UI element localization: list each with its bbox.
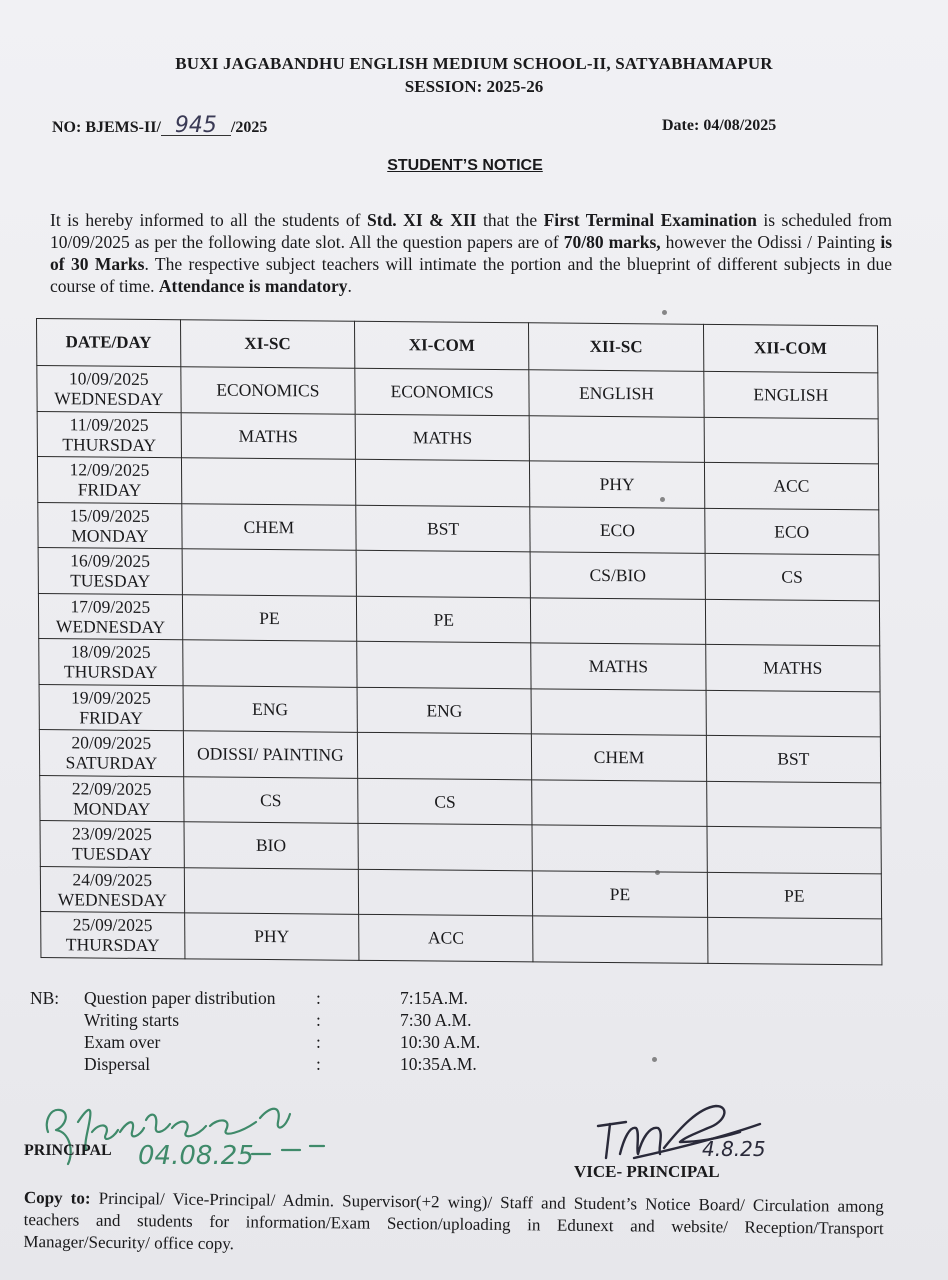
intro-text: It is hereby informed to all the students of <box>50 210 368 230</box>
nb-label: NB: <box>30 988 60 1008</box>
timing-row <box>84 1032 544 1054</box>
cell-date-day <box>41 912 185 959</box>
header-date-day: DATE/DAY <box>37 319 181 367</box>
principal-label: PRINCIPAL <box>24 1142 112 1159</box>
intro-bold: Attendance is mandatory <box>158 276 348 296</box>
ref-suffix: /2025 <box>230 119 268 136</box>
intro-text: that the <box>476 210 544 230</box>
exam-day: THURSDAY <box>63 661 158 683</box>
cell-xii-com <box>707 826 882 873</box>
table-row <box>40 821 881 874</box>
principal-sign-date: 04.08.25 <box>138 1141 254 1171</box>
cell-xii-sc: ENGLISH <box>529 370 704 417</box>
table-row <box>38 502 879 555</box>
cell-date-day <box>39 730 183 777</box>
cell-xii-com: ENGLISH <box>703 371 878 418</box>
notice-date: Date: 04/08/2025 <box>662 117 777 134</box>
exam-day: MONDAY <box>73 798 151 819</box>
exam-day: WEDNESDAY <box>57 888 168 910</box>
exam-date: 20/09/2025 <box>71 732 152 754</box>
cell-xi-sc: MATHS <box>181 412 356 459</box>
cell-xii-sc: ECO <box>530 506 705 553</box>
ref-prefix: NO: BJEMS-II/ <box>52 119 161 136</box>
cell-xii-com: CS <box>705 553 880 600</box>
table-row <box>39 684 880 737</box>
ref-handwritten-number: 945 <box>161 117 231 136</box>
cell-xi-com <box>356 550 531 597</box>
exam-day: THURSDAY <box>65 934 160 956</box>
cell-date-day <box>38 548 182 595</box>
vp-sign-date: 4.8.25 <box>702 1137 766 1161</box>
cell-xi-com: BST <box>356 505 531 552</box>
cell-xi-sc: PHY <box>184 913 359 960</box>
timing-colon: : <box>316 1054 321 1074</box>
header-xi-com: XI-COM <box>355 321 530 370</box>
cell-xi-sc: BIO <box>184 822 359 869</box>
intro-text: however the Odissi / Painting <box>660 232 881 252</box>
exam-day: TUESDAY <box>70 570 151 592</box>
intro-bold: First Terminal Examination <box>543 210 757 230</box>
cell-xii-com: PE <box>707 872 882 919</box>
cell-xi-sc <box>184 867 359 914</box>
copy-to-text: Principal/ Vice-Principal/ Admin. Supervisor(+2 wing)/ Staff and Student’s Notice Board/ Circulation among teachers and students for information/Exam Section/uploading in Edunext and website/ Reception/Transport Manager/Security/ office copy. <box>23 1188 884 1254</box>
exam-day: WEDNESDAY <box>54 388 164 410</box>
paper-speck <box>662 310 667 315</box>
timing-label: Writing starts <box>84 1010 180 1030</box>
paper-speck <box>655 870 660 875</box>
cell-date-day <box>37 457 181 504</box>
notice-title: STUDENT’S NOTICE <box>387 157 543 174</box>
cell-xii-sc: PE <box>533 870 708 917</box>
timing-row <box>84 1010 544 1032</box>
cell-xi-com: CS <box>358 778 533 825</box>
exam-day: TUESDAY <box>71 843 153 865</box>
notice-body <box>50 209 892 297</box>
exam-date: 15/09/2025 <box>69 505 150 526</box>
exam-date: 16/09/2025 <box>70 550 150 572</box>
intro-text: . <box>347 276 352 296</box>
cell-xi-sc: CHEM <box>182 503 357 550</box>
exam-date: 12/09/2025 <box>69 459 150 481</box>
timing-colon: : <box>316 1032 321 1052</box>
cell-xii-com <box>705 599 880 646</box>
table-row <box>40 866 881 919</box>
cell-xi-com <box>357 641 532 688</box>
exam-date: 19/09/2025 <box>71 687 151 708</box>
timing-row <box>84 1054 544 1076</box>
exam-date: 22/09/2025 <box>71 778 152 799</box>
paper-speck <box>660 497 665 502</box>
cell-xi-sc: ECONOMICS <box>181 367 356 414</box>
timing-label: Question paper distribution <box>84 988 276 1008</box>
cell-xi-com: ECONOMICS <box>355 368 530 415</box>
cell-xii-com <box>707 917 882 964</box>
table-row <box>40 775 881 828</box>
exam-date: 25/09/2025 <box>72 914 153 936</box>
cell-xii-com: ECO <box>704 508 879 555</box>
cell-xii-sc <box>529 415 704 462</box>
exam-day: FRIDAY <box>77 479 142 501</box>
cell-xii-com: BST <box>706 735 881 782</box>
header-xii-sc: XII-SC <box>529 323 704 372</box>
timing-row <box>84 988 544 1010</box>
cell-date-day <box>39 684 183 731</box>
table-row <box>41 912 882 965</box>
timing-value: 7:15A.M. <box>400 988 469 1008</box>
exam-schedule-table <box>36 318 882 965</box>
cell-date-day <box>40 775 184 822</box>
copy-to-section <box>23 1187 884 1262</box>
cell-xi-sc: PE <box>182 594 357 641</box>
table-header-row <box>37 319 878 373</box>
session-line: SESSION: 2025-26 <box>404 77 544 96</box>
exam-date: 23/09/2025 <box>72 823 152 845</box>
cell-xi-com <box>358 869 533 916</box>
intro-text: . The respective subject teachers will intimate the portion and the blueprint of different subjects in due course of time. <box>50 254 892 296</box>
cell-xi-com: PE <box>356 596 531 643</box>
timing-label: Exam over <box>84 1032 161 1052</box>
exam-date: 11/09/2025 <box>69 414 149 435</box>
cell-xi-com <box>356 459 531 506</box>
table-row <box>38 593 879 646</box>
exam-day: MONDAY <box>71 525 149 546</box>
table-row <box>37 457 878 510</box>
exam-day: SATURDAY <box>65 752 158 774</box>
cell-xi-com: ACC <box>359 914 534 961</box>
cell-xi-sc <box>181 458 356 505</box>
cell-xii-sc: CS/BIO <box>530 552 705 599</box>
timing-value: 7:30 A.M. <box>400 1010 472 1030</box>
table-row <box>37 366 878 419</box>
cell-xii-sc <box>533 916 708 963</box>
cell-xi-com <box>357 732 532 779</box>
cell-xi-sc: CS <box>183 776 358 823</box>
exam-date: 10/09/2025 <box>68 368 149 390</box>
cell-xii-sc: PHY <box>530 461 705 508</box>
cell-xii-sc: CHEM <box>532 734 707 781</box>
timing-colon: : <box>316 988 321 1008</box>
timing-label: Dispersal <box>84 1054 151 1074</box>
cell-date-day <box>38 502 182 549</box>
reference-number <box>52 113 268 138</box>
intro-text: is scheduled from 10/09/2025 as per the following date slot. All the question papers are of <box>50 210 893 252</box>
cell-xi-sc: ENG <box>183 685 358 732</box>
school-name: BUXI JAGABANDHU ENGLISH MEDIUM SCHOOL-II, SATYABHAMAPUR <box>175 54 773 73</box>
cell-xii-sc <box>531 688 706 735</box>
cell-xii-sc <box>531 597 706 644</box>
cell-xii-sc <box>532 779 707 826</box>
cell-xi-com: MATHS <box>355 414 530 461</box>
cell-date-day <box>40 866 184 913</box>
cell-xi-com: ENG <box>357 687 532 734</box>
exam-day: FRIDAY <box>79 707 143 728</box>
vice-principal-label: VICE- PRINCIPAL <box>574 1162 720 1181</box>
cell-xii-com: ACC <box>704 462 879 509</box>
principal-signature <box>20 1092 340 1172</box>
exam-day: WEDNESDAY <box>55 615 166 637</box>
exam-day: THURSDAY <box>62 433 157 455</box>
header-xii-com: XII-COM <box>703 324 878 373</box>
cell-xii-com <box>704 417 879 464</box>
intro-bold: 70/80 marks, <box>563 232 661 252</box>
cell-xi-sc <box>182 549 357 596</box>
exam-date: 18/09/2025 <box>70 641 151 663</box>
paper-speck <box>652 1057 657 1062</box>
exam-date: 17/09/2025 <box>70 596 151 617</box>
intro-bold: is of 30 Marks <box>50 232 893 274</box>
cell-date-day <box>40 821 184 868</box>
cell-xii-com <box>706 781 881 828</box>
timing-value: 10:35A.M. <box>400 1054 477 1074</box>
table-row <box>39 639 880 692</box>
cell-date-day <box>38 593 182 640</box>
timing-value: 10:30 A.M. <box>400 1032 481 1052</box>
intro-bold: Std. XI & XII <box>367 210 477 230</box>
cell-date-day <box>37 411 181 458</box>
timing-colon: : <box>316 1010 321 1030</box>
cell-xii-sc <box>532 825 707 872</box>
exam-date: 24/09/2025 <box>72 869 153 890</box>
cell-xi-com <box>358 823 533 870</box>
cell-date-day <box>39 639 183 686</box>
cell-xi-sc <box>182 640 357 687</box>
header-xi-sc: XI-SC <box>180 320 355 369</box>
cell-xi-sc: ODISSI/ PAINTING <box>183 731 358 778</box>
table-row <box>38 548 879 601</box>
cell-date-day <box>37 366 181 413</box>
cell-xii-com: MATHS <box>705 644 880 691</box>
copy-to-label: Copy to: <box>23 1188 91 1208</box>
table-row <box>37 411 878 464</box>
cell-xii-sc: MATHS <box>531 643 706 690</box>
cell-xii-com <box>706 690 881 737</box>
table-row <box>39 730 880 783</box>
